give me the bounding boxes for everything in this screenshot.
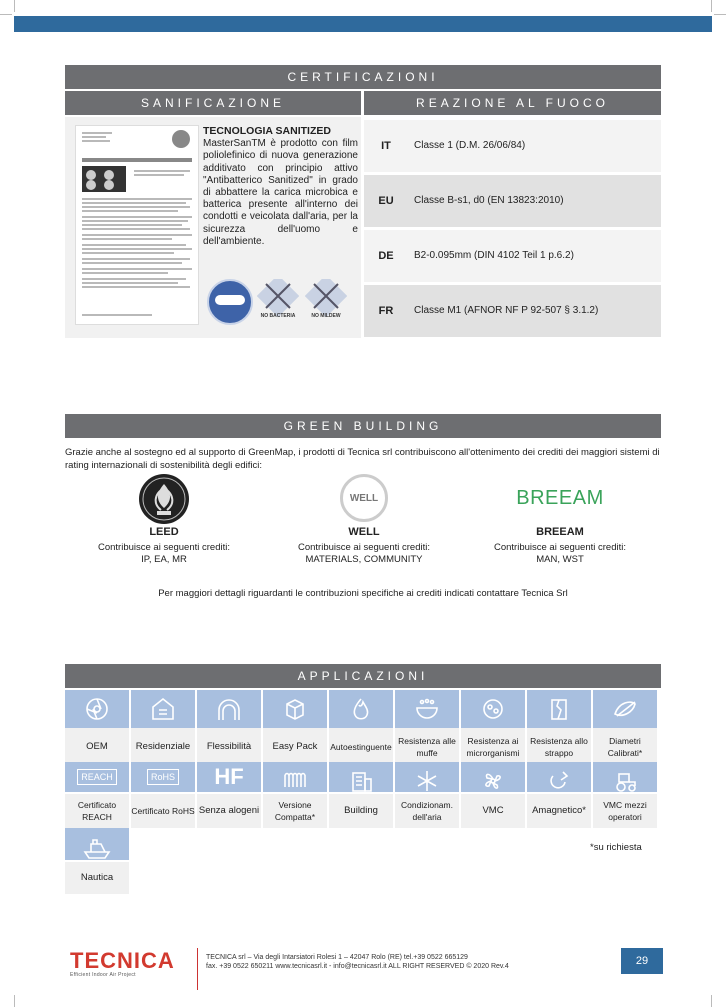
on-request-note: *su richiesta: [590, 842, 642, 853]
fire-value: B2-0.095mm (DIN 4102 Teil 1 p.6.2): [414, 250, 574, 261]
rating-name: LEED: [149, 526, 179, 538]
house-icon: [131, 690, 195, 728]
coil-icon: [263, 762, 327, 792]
rating-name: BREEAM: [536, 526, 584, 538]
application-label: Resistenza allo strappo: [527, 728, 591, 766]
fire-code: DE: [378, 250, 394, 262]
rating-name: WELL: [348, 526, 380, 538]
fire-row-fr: [364, 285, 661, 337]
tear-icon: [527, 690, 591, 728]
fire-code: EU: [378, 195, 394, 207]
bowl-icon: [395, 690, 459, 728]
sanitized-panel: [65, 117, 361, 338]
sanitized-description: [203, 125, 358, 248]
well-logo-icon: [340, 474, 388, 522]
rating-breeam: [480, 474, 640, 566]
crop-mark: [711, 0, 712, 12]
rating-credits: MAN, WST: [536, 554, 584, 565]
no-bacteria-icon: [257, 279, 299, 319]
magnet-icon: [527, 762, 591, 792]
application-label: Diametri Calibrati*: [593, 728, 657, 766]
rating-desc-line: Contribuisce ai seguenti crediti:: [97, 542, 230, 553]
footer-divider: [197, 948, 198, 990]
icon-text: REACH: [77, 769, 117, 785]
green-building-note: Per maggiori dettagli riguardanti le contribuzioni specifiche ai crediti indicati contattare Tecnica Srl: [158, 588, 568, 599]
crop-mark: [14, 995, 15, 1007]
tecnica-logo: [70, 948, 175, 978]
application-label: Versione Compatta*: [263, 794, 327, 828]
fire-value: Classe 1 (D.M. 26/06/84): [414, 140, 526, 151]
fire-code: IT: [381, 140, 391, 152]
page-number: 29: [621, 948, 663, 974]
tractor-icon: [593, 762, 657, 792]
sanitized-heading: TECNOLOGIA SANITIZED: [203, 125, 331, 137]
green-building-header: GREEN BUILDING: [65, 414, 661, 438]
application-label: Condizionam. dell'aria: [395, 794, 459, 828]
application-label: VMC: [461, 794, 525, 828]
snowflake-icon: [395, 762, 459, 792]
footer-line1: TECNICA srl – Via degli Intarsiatori Rolesi 1 – 42047 Rolo (RE) tel.+39 0522 665129: [206, 954, 468, 961]
application-label: VMC mezzi operatori: [593, 794, 657, 828]
green-building-intro: Grazie anche al sostegno ed al supporto di GreenMap, i prodotti di Tecnica srl contribuiscono all'ottenimento dei crediti dei maggiori sistemi di rating internazionali di sostenibilità degli edifici:: [65, 447, 660, 471]
rating-well: [284, 474, 444, 566]
well-logo-text: WELL: [349, 492, 379, 504]
ship-icon: [65, 828, 129, 860]
application-label: Amagnetico*: [527, 794, 591, 828]
no-bacteria-label: NO BACTERIA: [260, 313, 296, 319]
footer-address: [206, 953, 509, 971]
rating-desc-line: Contribuisce ai seguenti crediti:: [493, 542, 626, 553]
application-label: Resistenza alle muffe: [395, 728, 459, 766]
fan-icon: [65, 690, 129, 728]
sanitized-body: MasterSanTM è prodotto con film poliolefinico di nuova generazione additivato con principio attivo "Antibatterico Sanitized" in grado di abbattere la carica microbica e batterica presente all'interno dei condotti e veicolata dall'aria, per la sicurezza dell'uomo e dell'ambiente.: [203, 138, 358, 247]
sanitized-logo-icon: [207, 279, 253, 325]
icon-text: RoHS: [147, 769, 179, 785]
hf-icon: [197, 762, 261, 792]
no-mildew-label: NO MILDEW: [311, 313, 341, 319]
rating-desc: [284, 542, 444, 566]
rating-desc: [480, 542, 640, 566]
breeam-logo-icon: [480, 474, 640, 522]
certificate-document-image: [75, 125, 199, 325]
icon-text: [131, 762, 195, 792]
sanitized-seal-icon: [172, 130, 190, 148]
breeam-logo-text: BREEAM: [516, 486, 604, 509]
application-label: Autoestinguente: [329, 728, 393, 766]
application-label: Flessibilità: [197, 728, 261, 766]
application-label: Certificato REACH: [65, 794, 129, 828]
logo-wordmark: TECNICA: [70, 948, 175, 973]
applicazioni-header: APPLICAZIONI: [65, 664, 661, 688]
application-label: Easy Pack: [263, 728, 327, 766]
crop-mark: [714, 14, 726, 15]
vmc-fan-icon: [461, 762, 525, 792]
fire-row-eu: [364, 175, 661, 227]
no-mildew-icon: [305, 279, 347, 319]
fire-value: Classe M1 (AFNOR NF P 92-507 § 3.1.2): [414, 305, 599, 316]
microbe-icon: [461, 690, 525, 728]
building-icon: [329, 762, 393, 792]
arch-icon: [197, 690, 261, 728]
crop-mark: [711, 995, 712, 1007]
fire-value: Classe B-s1, d0 (EN 13823:2010): [414, 195, 564, 206]
rohs-icon: [131, 762, 195, 792]
application-label: Resistenza ai microrganismi: [461, 728, 525, 766]
rating-desc: [84, 542, 244, 566]
icon-text: HF: [214, 764, 244, 789]
rating-credits: IP, EA, MR: [141, 554, 187, 565]
icon-text: [65, 762, 129, 792]
diameter-icon: [593, 690, 657, 728]
crop-mark: [0, 14, 12, 15]
certificazioni-header: CERTIFICAZIONI: [65, 65, 661, 89]
box-icon: [263, 690, 327, 728]
reach-icon: [65, 762, 129, 792]
application-label: Residenziale: [131, 728, 195, 766]
application-label: Nautica: [65, 862, 129, 894]
application-label: OEM: [65, 728, 129, 766]
application-label: Senza alogeni: [197, 794, 261, 828]
fire-row-it: [364, 120, 661, 172]
flame-icon: [329, 690, 393, 728]
leed-logo-icon: [139, 474, 189, 524]
rating-credits: MATERIALS, COMMUNITY: [305, 554, 423, 565]
sanificazione-header: SANIFICAZIONE: [65, 91, 361, 115]
logo-tagline: Efficient Indoor Air Project: [70, 972, 136, 978]
rating-leed: [84, 474, 244, 566]
rating-desc-line: Contribuisce ai seguenti crediti:: [297, 542, 430, 553]
application-label: Certificato RoHS: [131, 794, 195, 828]
application-label: Building: [329, 794, 393, 828]
top-color-bar: [14, 16, 712, 32]
fire-row-de: [364, 230, 661, 282]
fire-code: FR: [378, 305, 394, 317]
footer-line2: fax. +39 0522 650211 www.tecnicasrl.it - info@tecnicasrl.it ALL RIGHT RESERVED © 2020 Rev.4: [206, 963, 509, 970]
crop-mark: [14, 0, 15, 12]
reazione-fuoco-header: REAZIONE AL FUOCO: [364, 91, 661, 115]
